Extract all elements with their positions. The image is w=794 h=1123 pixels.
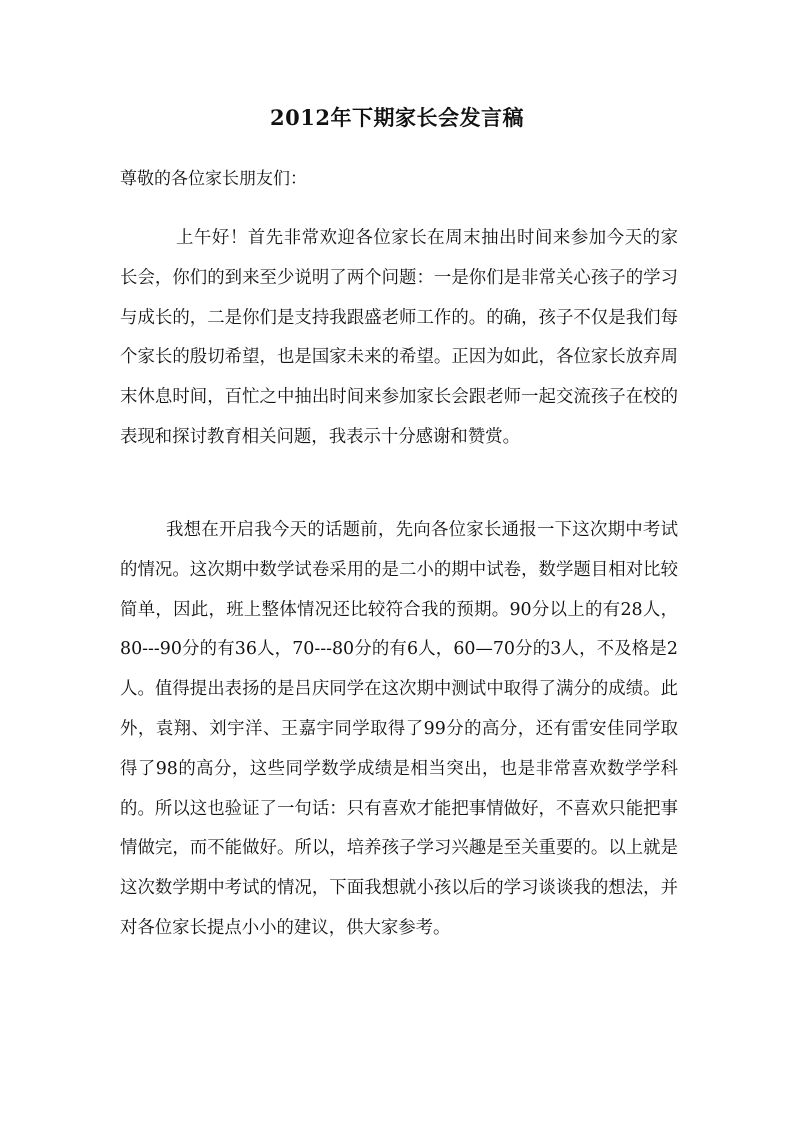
paragraph-exam-report: 我想在开启我今天的话题前，先向各位家长通报一下这次期中考试的情况。这次期中数学试卷采用的是二小的期中试卷，数学题目相对比较简单，因此，班上整体情况还比较符合我的预期。90分以上的有28人，80---90分的有36人，70---80分的有6人，60—70分的3人，不及格是2人。值得提出表扬的是吕庆同学在这次期中测试中取得了满分的成绩。此外，袁翔、刘宇洋、王嘉宇同学取得了99分的高分，还有雷安佳同学取得了98的高分，这些同学数学成绩是相当突出，也是非常喜欢数学学科的。所以这也验证了一句话：只有喜欢才能把事情做好，不喜欢只能把事情做完，而不能做好。所以，培养孩子学习兴趣是至关重要的。以上就是这次数学期中考试的情况，下面我想就小孩以后的学习谈谈我的想法，并对各位家长提点小小的建议，供大家参考。: [120, 520, 678, 938]
paragraph-greeting: 上午好！首先非常欢迎各位家长在周末抽出时间来参加今天的家长会，你们的到来至少说明了两个问题：一是你们是非常关心孩子的学习与成长的，二是你们是支持我跟盛老师工作的。的确，孩子不仅是我们每个家长的殷切希望，也是国家未来的希望。正因为如此，各位家长放弃周末休息时间，百忙之中抽出时间来参加家长会跟老师一起交流孩子在校的表现和探讨教育相关问题，我表示十分感谢和赞赏。: [120, 228, 678, 447]
document-title: 2012年下期家长会发言稿: [270, 105, 524, 130]
salutation: 尊敬的各位家长朋友们：: [120, 169, 307, 189]
